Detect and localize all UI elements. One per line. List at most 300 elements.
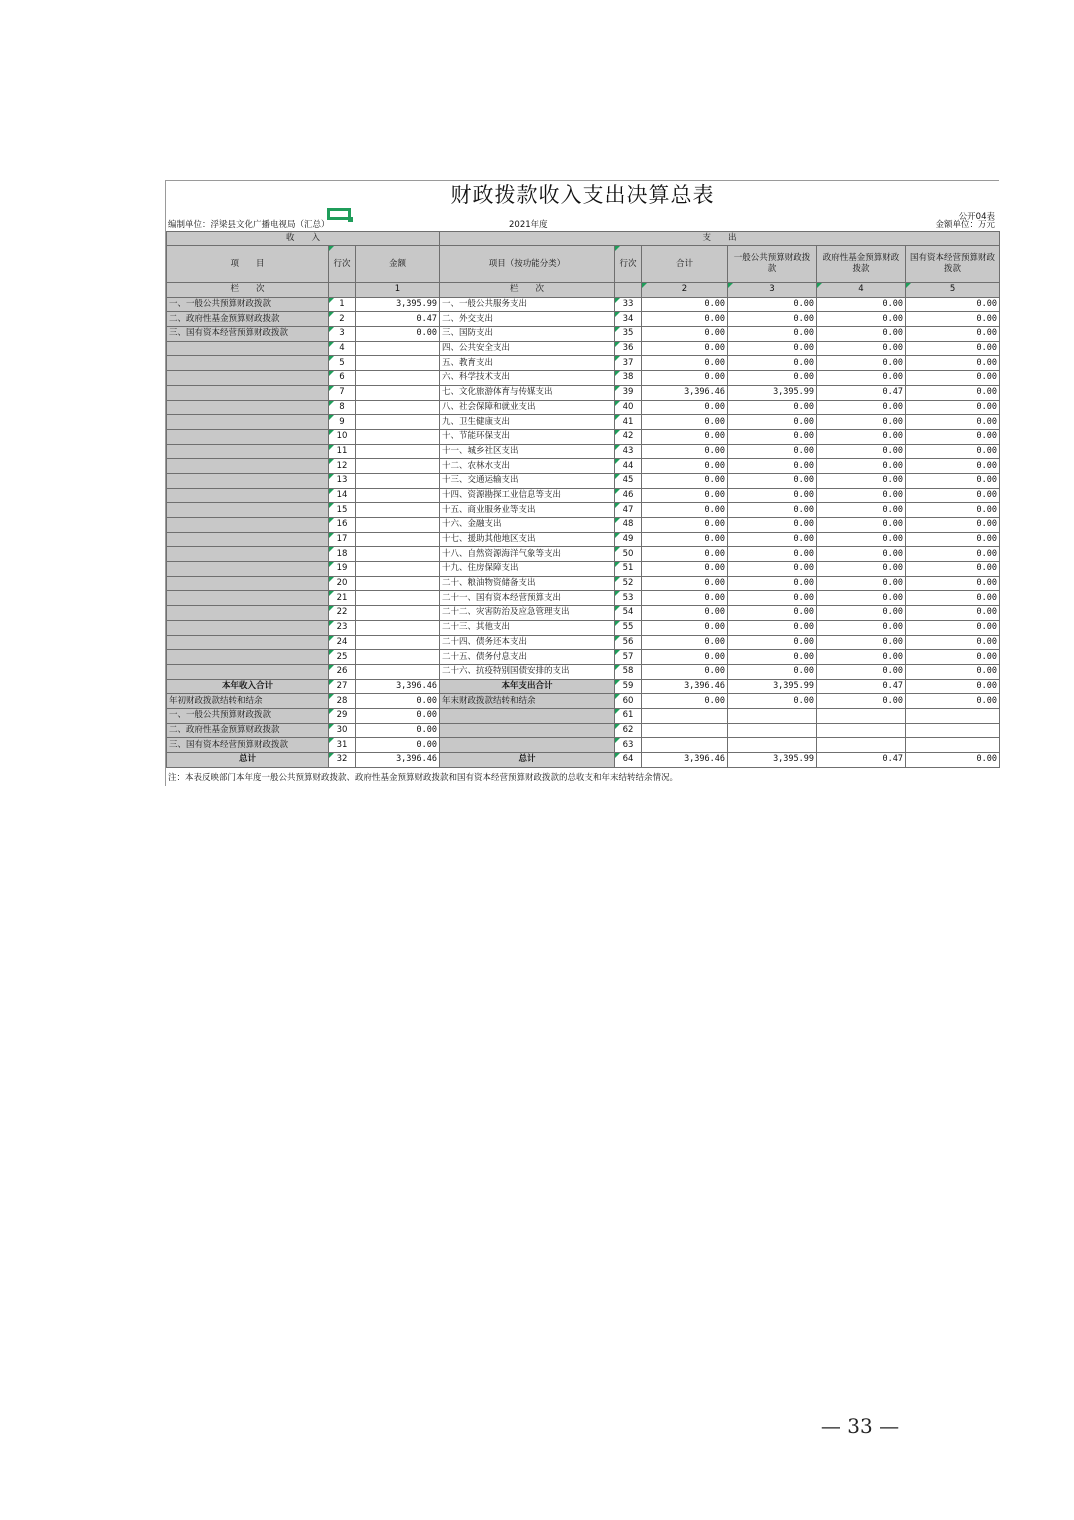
expense-row-no-cell: 46 bbox=[615, 488, 642, 503]
expense-gov-fund-cell: 0.00 bbox=[817, 312, 906, 327]
expense-state-capital-cell: 0.00 bbox=[906, 650, 1000, 665]
header-amount: 金额 bbox=[356, 246, 440, 283]
income-total-amount: 3,396.46 bbox=[356, 679, 440, 694]
table-row bbox=[167, 532, 1000, 547]
table-row bbox=[167, 385, 1000, 400]
expense-gov-fund-cell: 0.00 bbox=[817, 532, 906, 547]
expense-row-no-cell: 51 bbox=[615, 562, 642, 577]
begin-balance-no: 28 bbox=[329, 694, 356, 709]
expense-state-capital-cell: 0.00 bbox=[906, 371, 1000, 386]
expense-general-cell: 0.00 bbox=[728, 562, 817, 577]
sub2-blank-s bbox=[906, 723, 1000, 738]
expense-total-cell: 0.00 bbox=[642, 429, 728, 444]
grand-total-no: 32 bbox=[329, 753, 356, 768]
expense-gov-fund-cell: 0.47 bbox=[817, 385, 906, 400]
expense-general-cell: 3,395.99 bbox=[728, 385, 817, 400]
expense-item-cell: 十三、交通运输支出 bbox=[440, 473, 615, 488]
expense-total-cell: 0.00 bbox=[642, 459, 728, 474]
income-item-cell bbox=[167, 620, 329, 635]
expense-row-no-cell: 48 bbox=[615, 518, 642, 533]
end-balance-label: 年末财政拨款结转和结余 bbox=[440, 694, 615, 709]
expense-total-cell: 0.00 bbox=[642, 562, 728, 577]
income-row-no-cell: 24 bbox=[329, 635, 356, 650]
expense-row-no-cell: 41 bbox=[615, 415, 642, 430]
col-index-4: 4 bbox=[817, 283, 906, 298]
table-row bbox=[167, 503, 1000, 518]
table-row bbox=[167, 664, 1000, 679]
expense-item-cell: 二十二、灾害防治及应急管理支出 bbox=[440, 606, 615, 621]
grand-total-gov-fund: 0.47 bbox=[817, 753, 906, 768]
grand-total-general: 3,395.99 bbox=[728, 753, 817, 768]
sub3-expense-blank bbox=[440, 738, 615, 753]
table-row bbox=[167, 576, 1000, 591]
table-row bbox=[167, 371, 1000, 386]
expense-state-capital-cell: 0.00 bbox=[906, 518, 1000, 533]
grand-total-row bbox=[167, 753, 1000, 768]
table-row bbox=[167, 459, 1000, 474]
expense-state-capital-cell: 0.00 bbox=[906, 327, 1000, 342]
expense-state-capital-cell: 0.00 bbox=[906, 312, 1000, 327]
expense-state-capital-cell: 0.00 bbox=[906, 576, 1000, 591]
expense-total-cell: 0.00 bbox=[642, 664, 728, 679]
income-row-no-cell: 12 bbox=[329, 459, 356, 474]
summary-body bbox=[167, 679, 1000, 767]
table-row bbox=[167, 429, 1000, 444]
expense-state-capital-cell: 0.00 bbox=[906, 606, 1000, 621]
income-row-no-cell: 10 bbox=[329, 429, 356, 444]
expense-state-capital-cell: 0.00 bbox=[906, 473, 1000, 488]
expense-item-cell: 十五、商业服务业等支出 bbox=[440, 503, 615, 518]
sub3-blank-g bbox=[728, 738, 817, 753]
expense-row-no-cell: 56 bbox=[615, 635, 642, 650]
header-row-no: 行次 bbox=[329, 246, 356, 283]
carryover-sub-row-2 bbox=[167, 723, 1000, 738]
expense-total-cell: 0.00 bbox=[642, 356, 728, 371]
income-item-cell bbox=[167, 459, 329, 474]
income-item-cell bbox=[167, 356, 329, 371]
expense-state-capital-cell: 0.00 bbox=[906, 562, 1000, 577]
expense-gov-fund-cell: 0.00 bbox=[817, 562, 906, 577]
expense-item-cell: 三、国防支出 bbox=[440, 327, 615, 342]
expense-row-no-cell: 45 bbox=[615, 473, 642, 488]
grand-total-state-capital: 0.00 bbox=[906, 753, 1000, 768]
income-amount-cell bbox=[356, 415, 440, 430]
expense-row-no-cell: 35 bbox=[615, 327, 642, 342]
spreadsheet-sheet bbox=[165, 180, 999, 786]
income-total-label: 本年收入合计 bbox=[167, 679, 329, 694]
expense-total-cell: 0.00 bbox=[642, 297, 728, 312]
income-amount-cell bbox=[356, 341, 440, 356]
expense-state-capital-cell: 0.00 bbox=[906, 459, 1000, 474]
expense-general-cell: 0.00 bbox=[728, 429, 817, 444]
expense-item-cell: 八、社会保障和就业支出 bbox=[440, 400, 615, 415]
sub1-amount: 0.00 bbox=[356, 708, 440, 723]
income-row-no-cell: 9 bbox=[329, 415, 356, 430]
expense-item-cell: 一、一般公共服务支出 bbox=[440, 297, 615, 312]
income-row-no-cell: 4 bbox=[329, 341, 356, 356]
sub2-expense-blank bbox=[440, 723, 615, 738]
expense-row-no-cell: 38 bbox=[615, 371, 642, 386]
expense-state-capital-cell: 0.00 bbox=[906, 415, 1000, 430]
income-row-no-cell: 16 bbox=[329, 518, 356, 533]
expense-gov-fund-cell: 0.00 bbox=[817, 356, 906, 371]
expense-row-no-cell: 44 bbox=[615, 459, 642, 474]
fiscal-year: 2021年度 bbox=[509, 220, 548, 230]
income-amount-cell bbox=[356, 444, 440, 459]
col-index-5: 5 bbox=[906, 283, 1000, 298]
income-amount-cell bbox=[356, 576, 440, 591]
expense-state-capital-cell: 0.00 bbox=[906, 503, 1000, 518]
expense-row-no-cell: 57 bbox=[615, 650, 642, 665]
sub2-blank-t bbox=[642, 723, 728, 738]
income-item-cell bbox=[167, 606, 329, 621]
end-balance-state-capital: 0.00 bbox=[906, 694, 1000, 709]
expense-row-no-cell: 58 bbox=[615, 664, 642, 679]
expense-total-sum: 3,396.46 bbox=[642, 679, 728, 694]
grand-total-amount: 3,396.46 bbox=[356, 753, 440, 768]
column-header-row bbox=[167, 246, 1000, 283]
sub2-blank-g bbox=[728, 723, 817, 738]
income-amount-cell: 0.00 bbox=[356, 327, 440, 342]
expense-gov-fund-cell: 0.00 bbox=[817, 297, 906, 312]
carryover-sub-row-3 bbox=[167, 738, 1000, 753]
income-row-no-cell: 25 bbox=[329, 650, 356, 665]
expense-row-no-cell: 37 bbox=[615, 356, 642, 371]
income-total-no: 27 bbox=[329, 679, 356, 694]
income-row-no-cell: 6 bbox=[329, 371, 356, 386]
table-row bbox=[167, 547, 1000, 562]
header-expense-item: 项目（按功能分类） bbox=[440, 246, 615, 283]
table-row bbox=[167, 356, 1000, 371]
income-row-no-cell: 15 bbox=[329, 503, 356, 518]
sub3-blank-s bbox=[906, 738, 1000, 753]
end-balance-no: 60 bbox=[615, 694, 642, 709]
expense-total-cell: 0.00 bbox=[642, 488, 728, 503]
income-row-no-cell: 26 bbox=[329, 664, 356, 679]
expense-general-cell: 0.00 bbox=[728, 591, 817, 606]
income-amount-cell bbox=[356, 488, 440, 503]
income-item-cell bbox=[167, 650, 329, 665]
expense-total-cell: 0.00 bbox=[642, 606, 728, 621]
expense-general-cell: 0.00 bbox=[728, 620, 817, 635]
expense-gov-fund-cell: 0.00 bbox=[817, 488, 906, 503]
expense-total-cell: 0.00 bbox=[642, 415, 728, 430]
sub3-no: 31 bbox=[329, 738, 356, 753]
income-row-no-cell: 23 bbox=[329, 620, 356, 635]
table-row bbox=[167, 415, 1000, 430]
expense-general-cell: 0.00 bbox=[728, 459, 817, 474]
expense-general-cell: 0.00 bbox=[728, 327, 817, 342]
sub3-blank-f bbox=[817, 738, 906, 753]
income-row-no-cell: 20 bbox=[329, 576, 356, 591]
income-amount-cell: 3,395.99 bbox=[356, 297, 440, 312]
income-row-no-cell: 2 bbox=[329, 312, 356, 327]
expense-item-cell: 十、节能环保支出 bbox=[440, 429, 615, 444]
end-balance-gov-fund: 0.00 bbox=[817, 694, 906, 709]
income-item-cell bbox=[167, 591, 329, 606]
expense-row-no-cell: 55 bbox=[615, 620, 642, 635]
income-amount-cell bbox=[356, 459, 440, 474]
sub1-blank-t bbox=[642, 708, 728, 723]
expense-gov-fund-cell: 0.00 bbox=[817, 371, 906, 386]
expense-item-cell: 二十五、债务付息支出 bbox=[440, 650, 615, 665]
income-row-no-cell: 13 bbox=[329, 473, 356, 488]
table-row bbox=[167, 591, 1000, 606]
expense-gov-fund-cell: 0.00 bbox=[817, 473, 906, 488]
header-total: 合计 bbox=[642, 246, 728, 283]
sub1-label: 一、一般公共预算财政拨款 bbox=[167, 708, 329, 723]
income-amount-cell: 0.47 bbox=[356, 312, 440, 327]
income-amount-cell bbox=[356, 562, 440, 577]
expense-general-cell: 0.00 bbox=[728, 664, 817, 679]
expense-total-gov-fund: 0.47 bbox=[817, 679, 906, 694]
expense-item-cell: 二十一、国有资本经营预算支出 bbox=[440, 591, 615, 606]
income-item-cell bbox=[167, 664, 329, 679]
table-row bbox=[167, 473, 1000, 488]
expense-state-capital-cell: 0.00 bbox=[906, 664, 1000, 679]
income-amount-cell bbox=[356, 606, 440, 621]
sub1-no: 29 bbox=[329, 708, 356, 723]
expense-state-capital-cell: 0.00 bbox=[906, 297, 1000, 312]
expense-gov-fund-cell: 0.00 bbox=[817, 444, 906, 459]
expense-item-cell: 五、教育支出 bbox=[440, 356, 615, 371]
expense-total-label: 本年支出合计 bbox=[440, 679, 615, 694]
income-item-cell bbox=[167, 532, 329, 547]
column-index-row bbox=[167, 283, 1000, 298]
expense-gov-fund-cell: 0.00 bbox=[817, 620, 906, 635]
table-row bbox=[167, 606, 1000, 621]
income-amount-cell bbox=[356, 532, 440, 547]
expense-total-cell: 0.00 bbox=[642, 473, 728, 488]
expense-total-cell: 0.00 bbox=[642, 518, 728, 533]
expense-total-cell: 0.00 bbox=[642, 591, 728, 606]
income-row-no-cell: 5 bbox=[329, 356, 356, 371]
expense-general-cell: 0.00 bbox=[728, 488, 817, 503]
income-item-cell bbox=[167, 576, 329, 591]
grand-expense-label: 总计 bbox=[440, 753, 615, 768]
income-row-no-cell: 18 bbox=[329, 547, 356, 562]
expense-general-cell: 0.00 bbox=[728, 606, 817, 621]
expense-general-cell: 0.00 bbox=[728, 503, 817, 518]
table-row bbox=[167, 488, 1000, 503]
expense-row-no-cell: 34 bbox=[615, 312, 642, 327]
expense-item-cell: 十六、金融支出 bbox=[440, 518, 615, 533]
expense-row-no-cell: 39 bbox=[615, 385, 642, 400]
sub2-blank-f bbox=[817, 723, 906, 738]
expense-total-cell: 0.00 bbox=[642, 620, 728, 635]
carryover-row bbox=[167, 694, 1000, 709]
table-row bbox=[167, 635, 1000, 650]
expense-total-cell: 3,396.46 bbox=[642, 385, 728, 400]
income-amount-cell bbox=[356, 385, 440, 400]
income-item-cell: 二、政府性基金预算财政拨款 bbox=[167, 312, 329, 327]
header-gov-fund: 政府性基金预算财政拨款 bbox=[817, 246, 906, 283]
title-text: 财政拨款收入支出决算总表 bbox=[450, 183, 715, 207]
income-item-cell: 一、一般公共预算财政拨款 bbox=[167, 297, 329, 312]
income-row-no-cell: 14 bbox=[329, 488, 356, 503]
carryover-sub-row-1 bbox=[167, 708, 1000, 723]
expense-general-cell: 0.00 bbox=[728, 473, 817, 488]
income-amount-cell bbox=[356, 400, 440, 415]
income-item-cell bbox=[167, 503, 329, 518]
sub1-blank-s bbox=[906, 708, 1000, 723]
expense-total-cell: 0.00 bbox=[642, 312, 728, 327]
expense-item-cell: 十九、住房保障支出 bbox=[440, 562, 615, 577]
sub3-amount: 0.00 bbox=[356, 738, 440, 753]
income-amount-cell bbox=[356, 547, 440, 562]
expense-gov-fund-cell: 0.00 bbox=[817, 664, 906, 679]
expense-gov-fund-cell: 0.00 bbox=[817, 650, 906, 665]
sub1-expense-blank bbox=[440, 708, 615, 723]
table-row bbox=[167, 312, 1000, 327]
expense-item-cell: 二十六、抗疫特别国债安排的支出 bbox=[440, 664, 615, 679]
sub3-label: 三、国有资本经营预算财政拨款 bbox=[167, 738, 329, 753]
table-row bbox=[167, 327, 1000, 342]
income-amount-cell bbox=[356, 518, 440, 533]
meta-row bbox=[166, 209, 999, 231]
table-footnote: 注：本表反映部门本年度一般公共预算财政拨款、政府性基金预算财政拨款和国有资本经营预算财政拨款的总收支和年末结转结余情况。 bbox=[168, 772, 679, 783]
expense-state-capital-cell: 0.00 bbox=[906, 385, 1000, 400]
table-row bbox=[167, 400, 1000, 415]
sub1-expense-no: 61 bbox=[615, 708, 642, 723]
expense-state-capital-cell: 0.00 bbox=[906, 341, 1000, 356]
income-item-cell bbox=[167, 415, 329, 430]
expense-gov-fund-cell: 0.00 bbox=[817, 518, 906, 533]
expense-gov-fund-cell: 0.00 bbox=[817, 341, 906, 356]
col-index-1: 1 bbox=[356, 283, 440, 298]
expense-row-no-cell: 49 bbox=[615, 532, 642, 547]
compiling-unit: 编制单位：浮梁县文化广播电视局（汇总） bbox=[168, 220, 330, 230]
expense-total-cell: 0.00 bbox=[642, 444, 728, 459]
header-expense-row-no: 行次 bbox=[615, 246, 642, 283]
expense-row-no-cell: 54 bbox=[615, 606, 642, 621]
expense-total-cell: 0.00 bbox=[642, 341, 728, 356]
grand-total-label: 总计 bbox=[167, 753, 329, 768]
header-general-budget: 一般公共预算财政拨款 bbox=[728, 246, 817, 283]
expense-state-capital-cell: 0.00 bbox=[906, 620, 1000, 635]
expense-general-cell: 0.00 bbox=[728, 341, 817, 356]
income-amount-cell bbox=[356, 503, 440, 518]
income-row-no-cell: 19 bbox=[329, 562, 356, 577]
income-row-no-cell: 21 bbox=[329, 591, 356, 606]
expense-item-cell: 六、科学技术支出 bbox=[440, 371, 615, 386]
expense-state-capital-cell: 0.00 bbox=[906, 356, 1000, 371]
expense-row-no-cell: 53 bbox=[615, 591, 642, 606]
expense-total-state-capital: 0.00 bbox=[906, 679, 1000, 694]
table-row bbox=[167, 341, 1000, 356]
expense-gov-fund-cell: 0.00 bbox=[817, 547, 906, 562]
expense-row-no-cell: 43 bbox=[615, 444, 642, 459]
col-index-2: 2 bbox=[642, 283, 728, 298]
income-row-no-cell: 7 bbox=[329, 385, 356, 400]
income-item-cell: 三、国有资本经营预算财政拨款 bbox=[167, 327, 329, 342]
end-balance-general: 0.00 bbox=[728, 694, 817, 709]
expense-general-cell: 0.00 bbox=[728, 547, 817, 562]
expense-total-cell: 0.00 bbox=[642, 327, 728, 342]
expense-general-cell: 0.00 bbox=[728, 518, 817, 533]
sub1-blank-g bbox=[728, 708, 817, 723]
expense-gov-fund-cell: 0.00 bbox=[817, 327, 906, 342]
table-code: 公开04表 bbox=[958, 212, 995, 222]
income-amount-cell bbox=[356, 620, 440, 635]
expense-gov-fund-cell: 0.00 bbox=[817, 606, 906, 621]
col-label: 栏 次 bbox=[167, 283, 329, 298]
income-amount-cell bbox=[356, 371, 440, 386]
expense-item-cell: 十四、资源勘探工业信息等支出 bbox=[440, 488, 615, 503]
money-unit: 金额单位：万元 bbox=[935, 220, 995, 230]
page-number: — 33 — bbox=[820, 1414, 900, 1438]
col-label-2: 栏 次 bbox=[440, 283, 615, 298]
expense-total-cell: 0.00 bbox=[642, 576, 728, 591]
income-item-cell bbox=[167, 341, 329, 356]
sub3-blank-t bbox=[642, 738, 728, 753]
expense-row-no-cell: 50 bbox=[615, 547, 642, 562]
table-title bbox=[166, 181, 999, 209]
income-amount-cell bbox=[356, 664, 440, 679]
income-item-cell bbox=[167, 518, 329, 533]
expense-general-cell: 0.00 bbox=[728, 400, 817, 415]
expense-total-cell: 0.00 bbox=[642, 400, 728, 415]
income-amount-cell bbox=[356, 473, 440, 488]
income-item-cell bbox=[167, 400, 329, 415]
expense-row-no-cell: 33 bbox=[615, 297, 642, 312]
expense-general-cell: 0.00 bbox=[728, 576, 817, 591]
expense-gov-fund-cell: 0.00 bbox=[817, 415, 906, 430]
end-balance-sum: 0.00 bbox=[642, 694, 728, 709]
expense-general-cell: 0.00 bbox=[728, 635, 817, 650]
expense-row-no-cell: 42 bbox=[615, 429, 642, 444]
expense-general-cell: 0.00 bbox=[728, 444, 817, 459]
expense-row-no-cell: 47 bbox=[615, 503, 642, 518]
table-row bbox=[167, 444, 1000, 459]
expense-item-cell: 七、文化旅游体育与传媒支出 bbox=[440, 385, 615, 400]
expense-total-cell: 0.00 bbox=[642, 503, 728, 518]
annual-total-row bbox=[167, 679, 1000, 694]
expense-item-cell: 二十四、债务还本支出 bbox=[440, 635, 615, 650]
expense-row-no-cell: 36 bbox=[615, 341, 642, 356]
expense-general-cell: 0.00 bbox=[728, 415, 817, 430]
income-item-cell bbox=[167, 385, 329, 400]
income-item-cell bbox=[167, 444, 329, 459]
expense-gov-fund-cell: 0.00 bbox=[817, 635, 906, 650]
expense-general-cell: 0.00 bbox=[728, 650, 817, 665]
expense-general-cell: 0.00 bbox=[728, 297, 817, 312]
section-header-row bbox=[167, 232, 1000, 246]
expense-item-cell: 十一、城乡社区支出 bbox=[440, 444, 615, 459]
income-row-no-cell: 17 bbox=[329, 532, 356, 547]
expense-state-capital-cell: 0.00 bbox=[906, 400, 1000, 415]
col-index-blank-2 bbox=[615, 283, 642, 298]
table-row bbox=[167, 562, 1000, 577]
grand-expense-no: 64 bbox=[615, 753, 642, 768]
expense-item-cell: 二十三、其他支出 bbox=[440, 620, 615, 635]
expense-item-cell: 二、外交支出 bbox=[440, 312, 615, 327]
sub2-expense-no: 62 bbox=[615, 723, 642, 738]
expense-state-capital-cell: 0.00 bbox=[906, 635, 1000, 650]
expense-item-cell: 二十、粮油物资储备支出 bbox=[440, 576, 615, 591]
header-item: 项 目 bbox=[167, 246, 329, 283]
table-row bbox=[167, 297, 1000, 312]
header-state-capital: 国有资本经营预算财政拨款 bbox=[906, 246, 1000, 283]
expense-item-cell: 四、公共安全支出 bbox=[440, 341, 615, 356]
income-item-cell bbox=[167, 429, 329, 444]
sub1-blank-f bbox=[817, 708, 906, 723]
income-row-no-cell: 1 bbox=[329, 297, 356, 312]
begin-balance-amount: 0.00 bbox=[356, 694, 440, 709]
expense-total-cell: 0.00 bbox=[642, 532, 728, 547]
income-row-no-cell: 8 bbox=[329, 400, 356, 415]
expense-general-cell: 0.00 bbox=[728, 371, 817, 386]
